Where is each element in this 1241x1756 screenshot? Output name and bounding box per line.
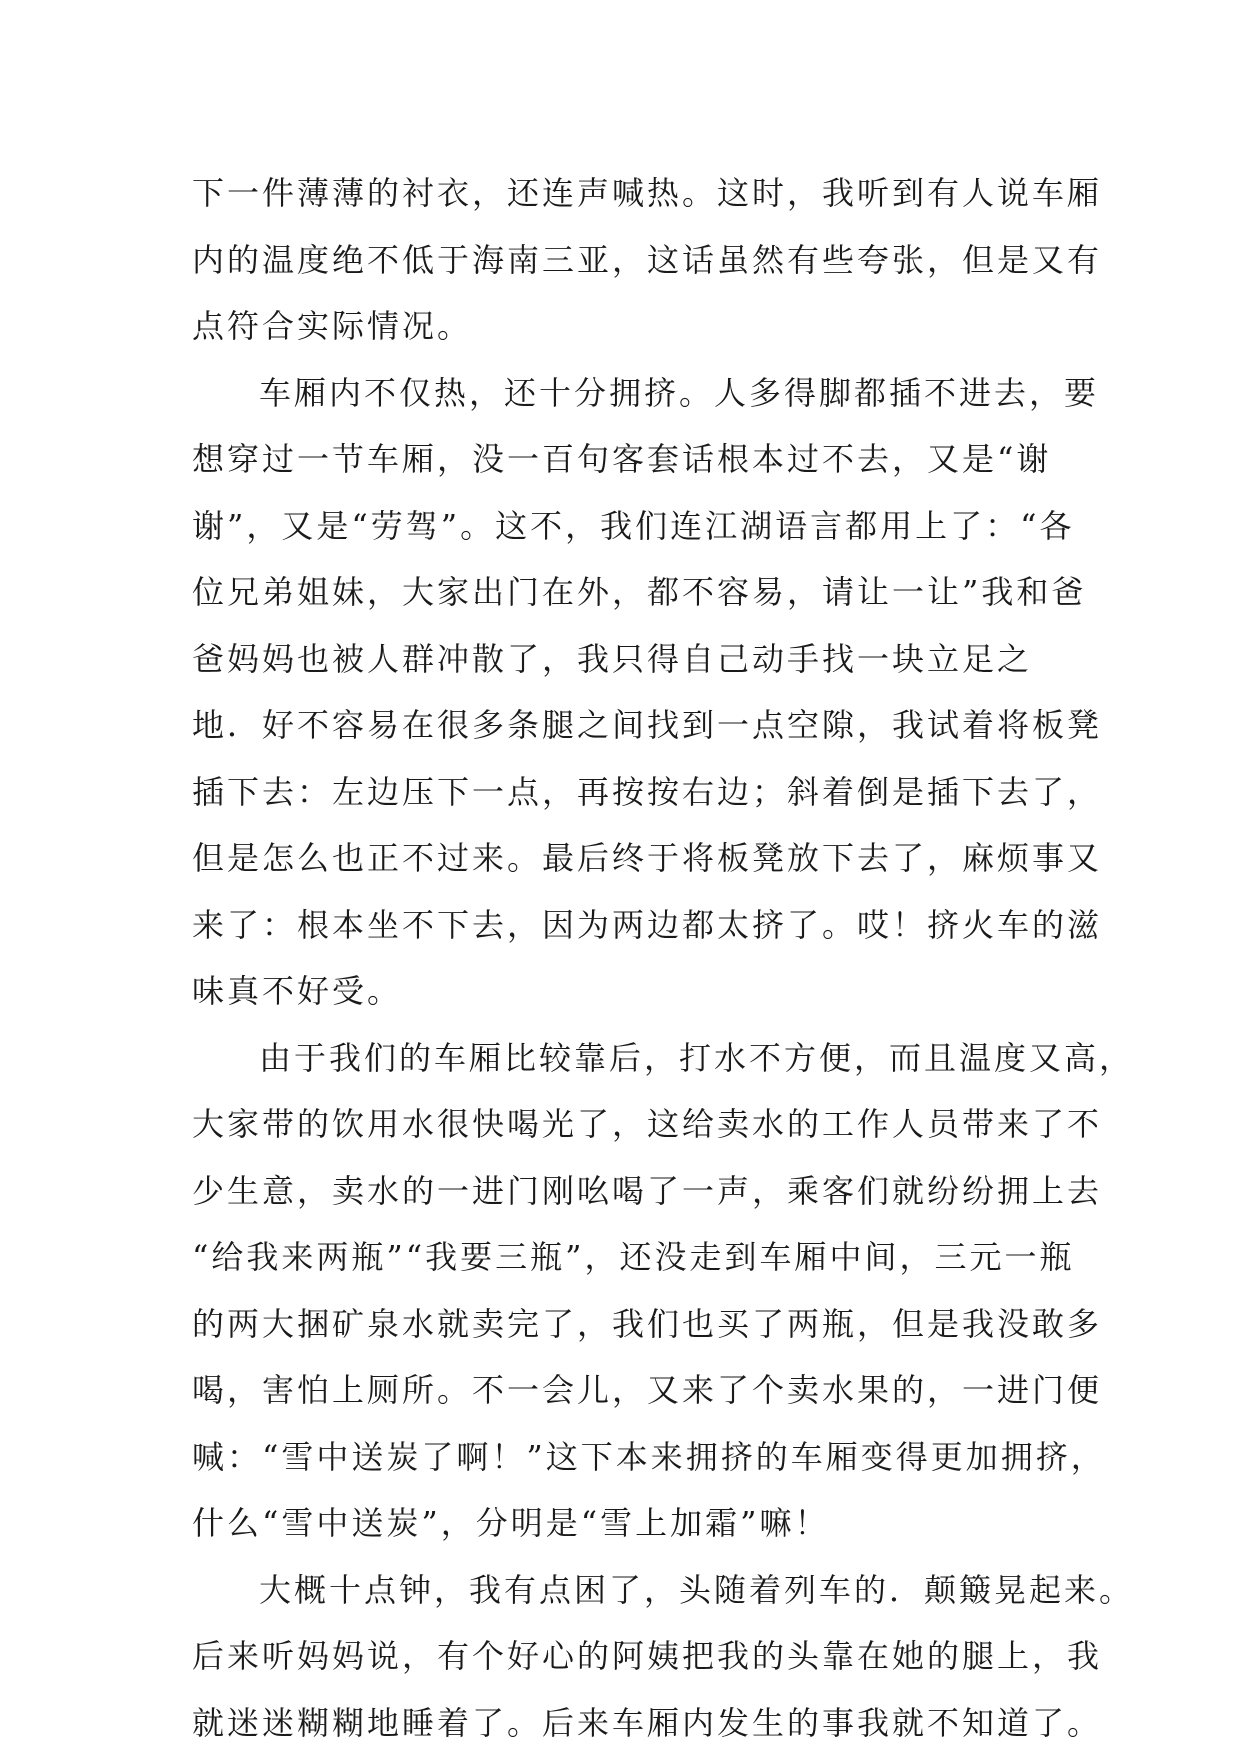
text-line: 下一件薄薄的衬衣，还连声喊热。这时，我听到有人说车厢: [192, 160, 1072, 227]
text-line: “给我来两瓶”“我要三瓶”，还没走到车厢中间，三元一瓶: [192, 1224, 1072, 1291]
paragraph-first-line: 大概十点钟，我有点困了，头随着列车的．颠簸晃起来。: [192, 1557, 1072, 1624]
text-line: 的两大捆矿泉水就卖完了，我们也买了两瓶，但是我没敢多: [192, 1291, 1072, 1358]
text-line: 位兄弟姐妹，大家出门在外，都不容易，请让一让”我和爸: [192, 559, 1072, 626]
text-line: 点符合实际情况。: [192, 293, 1072, 360]
paragraph-first-line: 由于我们的车厢比较靠后，打水不方便，而且温度又高，: [192, 1025, 1072, 1092]
text-line: 想穿过一节车厢，没一百句客套话根本过不去，又是“谢: [192, 426, 1072, 493]
text-line: 内的温度绝不低于海南三亚，这话虽然有些夸张，但是又有: [192, 227, 1072, 294]
text-line: 来了：根本坐不下去，因为两边都太挤了。哎！挤火车的滋: [192, 892, 1072, 959]
text-line: 大家带的饮用水很快喝光了，这给卖水的工作人员带来了不: [192, 1091, 1072, 1158]
text-line: 地．好不容易在很多条腿之间找到一点空隙，我试着将板凳: [192, 692, 1072, 759]
text-line: 什么“雪中送炭”，分明是“雪上加霜”嘛！: [192, 1490, 1072, 1557]
text-line: 喝，害怕上厕所。不一会儿，又来了个卖水果的，一进门便: [192, 1357, 1072, 1424]
text-line: 插下去：左边压下一点，再按按右边；斜着倒是插下去了，: [192, 759, 1072, 826]
text-line: 少生意，卖水的一进门刚吆喝了一声，乘客们就纷纷拥上去: [192, 1158, 1072, 1225]
text-line: 但是怎么也正不过来。最后终于将板凳放下去了，麻烦事又: [192, 825, 1072, 892]
text-line: 后来听妈妈说，有个好心的阿姨把我的头靠在她的腿上，我: [192, 1623, 1072, 1690]
paragraph-first-line: 车厢内不仅热，还十分拥挤。人多得脚都插不进去，要: [192, 360, 1072, 427]
text-line: 味真不好受。: [192, 958, 1072, 1025]
text-line: 爸妈妈也被人群冲散了，我只得自己动手找一块立足之: [192, 626, 1072, 693]
body-text: [192, 160, 1072, 1756]
text-line: 喊：“雪中送炭了啊！”这下本来拥挤的车厢变得更加拥挤，: [192, 1424, 1072, 1491]
text-line: 就迷迷糊糊地睡着了。后来车厢内发生的事我就不知道了。: [192, 1690, 1072, 1756]
text-line: 谢”，又是“劳驾”。这不，我们连江湖语言都用上了：“各: [192, 493, 1072, 560]
